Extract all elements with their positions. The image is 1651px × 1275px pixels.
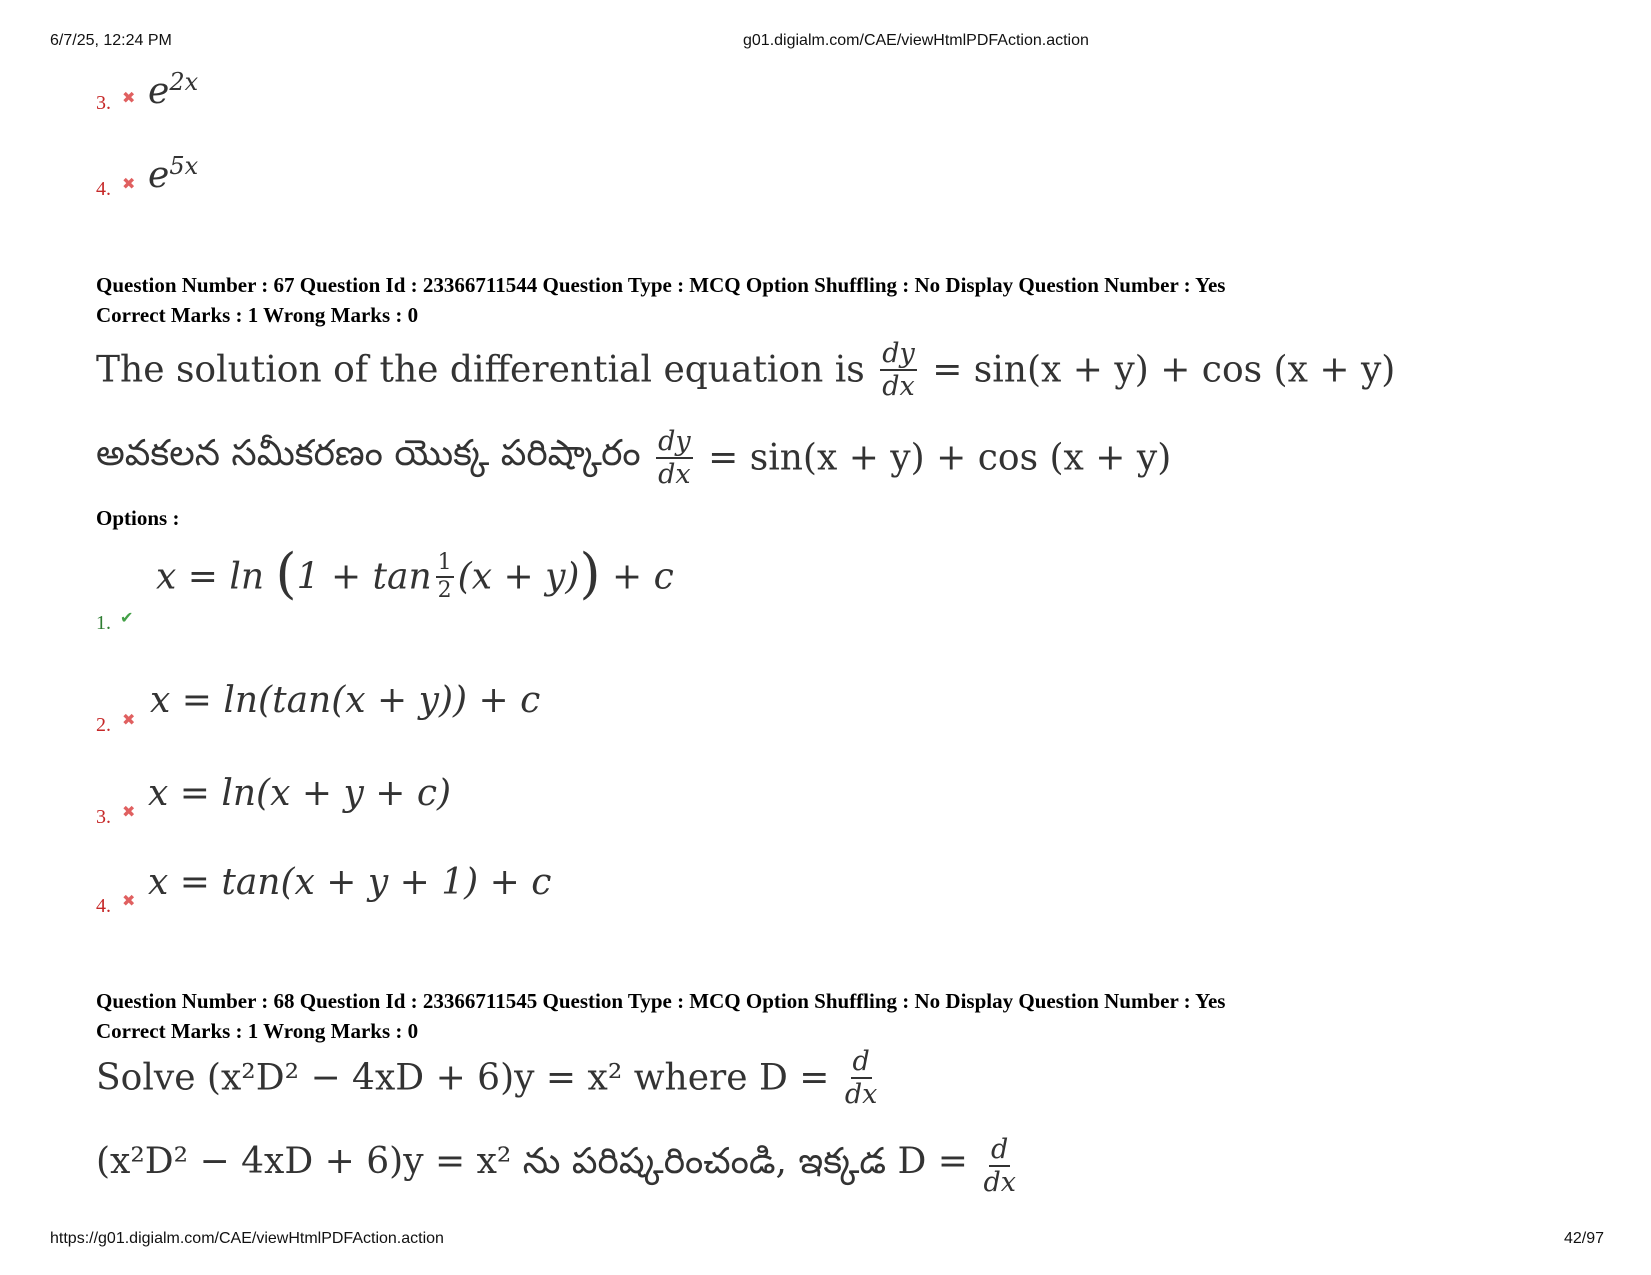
correct-mark-icon: ✔	[120, 608, 134, 627]
wrong-mark-icon: ✖	[122, 88, 136, 107]
q68-question-english: Solve (x²D² − 4xD + 6)y = x² where D = $\frac{d}{dx}$	[96, 1046, 878, 1110]
option-expression: x = tan(x + y + 1) + c	[148, 862, 552, 903]
options-label: Options :	[96, 506, 180, 530]
q67-meta-line2: Correct Marks : 1 Wrong Marks : 0	[96, 303, 419, 327]
derivative-fraction: $\frac{d}{dx}$	[844, 1046, 878, 1110]
print-url: g01.digialm.com/CAE/viewHtmlPDFAction.action	[743, 32, 1089, 49]
derivative-fraction: $\frac{dy}{dx}$	[882, 338, 915, 402]
q68-meta-line1: Question Number : 68 Question Id : 23366711545 Question Type : MCQ Option Shuffling : No Display Question Number : Yes	[96, 989, 1226, 1013]
wrong-mark-icon: ✖	[122, 174, 136, 193]
option-expression: $e^{5x}$	[148, 152, 199, 196]
q68-question-telugu: (x²D² − 4xD + 6)y = x² ను పరిష్కరించండి, ఇక్కడ D = $\frac{d}{dx}$	[96, 1134, 1016, 1198]
option-number: 2.	[96, 714, 111, 736]
print-page-number: 42/97	[1564, 1230, 1605, 1247]
wrong-mark-icon: ✖	[122, 710, 136, 729]
derivative-fraction: $\frac{dy}{dx}$	[658, 426, 691, 490]
option-expression: $e^{2x}$	[148, 68, 199, 112]
option-number: 4.	[96, 178, 111, 200]
print-datetime: 6/7/25, 12:24 PM	[50, 32, 172, 49]
option-number: 3.	[96, 806, 111, 828]
option-expression: x = ln(tan(x + y)) + c	[150, 680, 541, 721]
q67-question-english: The solution of the differential equation is $\frac{dy}{dx}$ = sin(x + y) + cos (x + y)	[96, 338, 1396, 402]
q67-meta-line1: Question Number : 67 Question Id : 23366711544 Question Type : MCQ Option Shuffling : No Display Question Number : Yes	[96, 273, 1226, 297]
option-number: 4.	[96, 895, 111, 917]
print-footer-url: https://g01.digialm.com/CAE/viewHtmlPDFAction.action	[50, 1230, 444, 1247]
q67-question-telugu: అవకలన సమీకరణం యొక్క పరిష్కారం $\frac{dy}{dx}$ = sin(x + y) + cos (x + y)	[96, 426, 1172, 490]
option-number: 1.	[96, 612, 111, 634]
q68-meta-line2: Correct Marks : 1 Wrong Marks : 0	[96, 1019, 419, 1043]
option-number: 3.	[96, 92, 111, 114]
wrong-mark-icon: ✖	[122, 802, 136, 821]
option-expression: x = ln (1 + tan $\frac{1}{2}$ (x + y)) + c	[156, 542, 674, 605]
option-expression: x = ln(x + y + c)	[148, 773, 452, 814]
wrong-mark-icon: ✖	[122, 891, 136, 910]
derivative-fraction: $\frac{d}{dx}$	[983, 1134, 1016, 1198]
